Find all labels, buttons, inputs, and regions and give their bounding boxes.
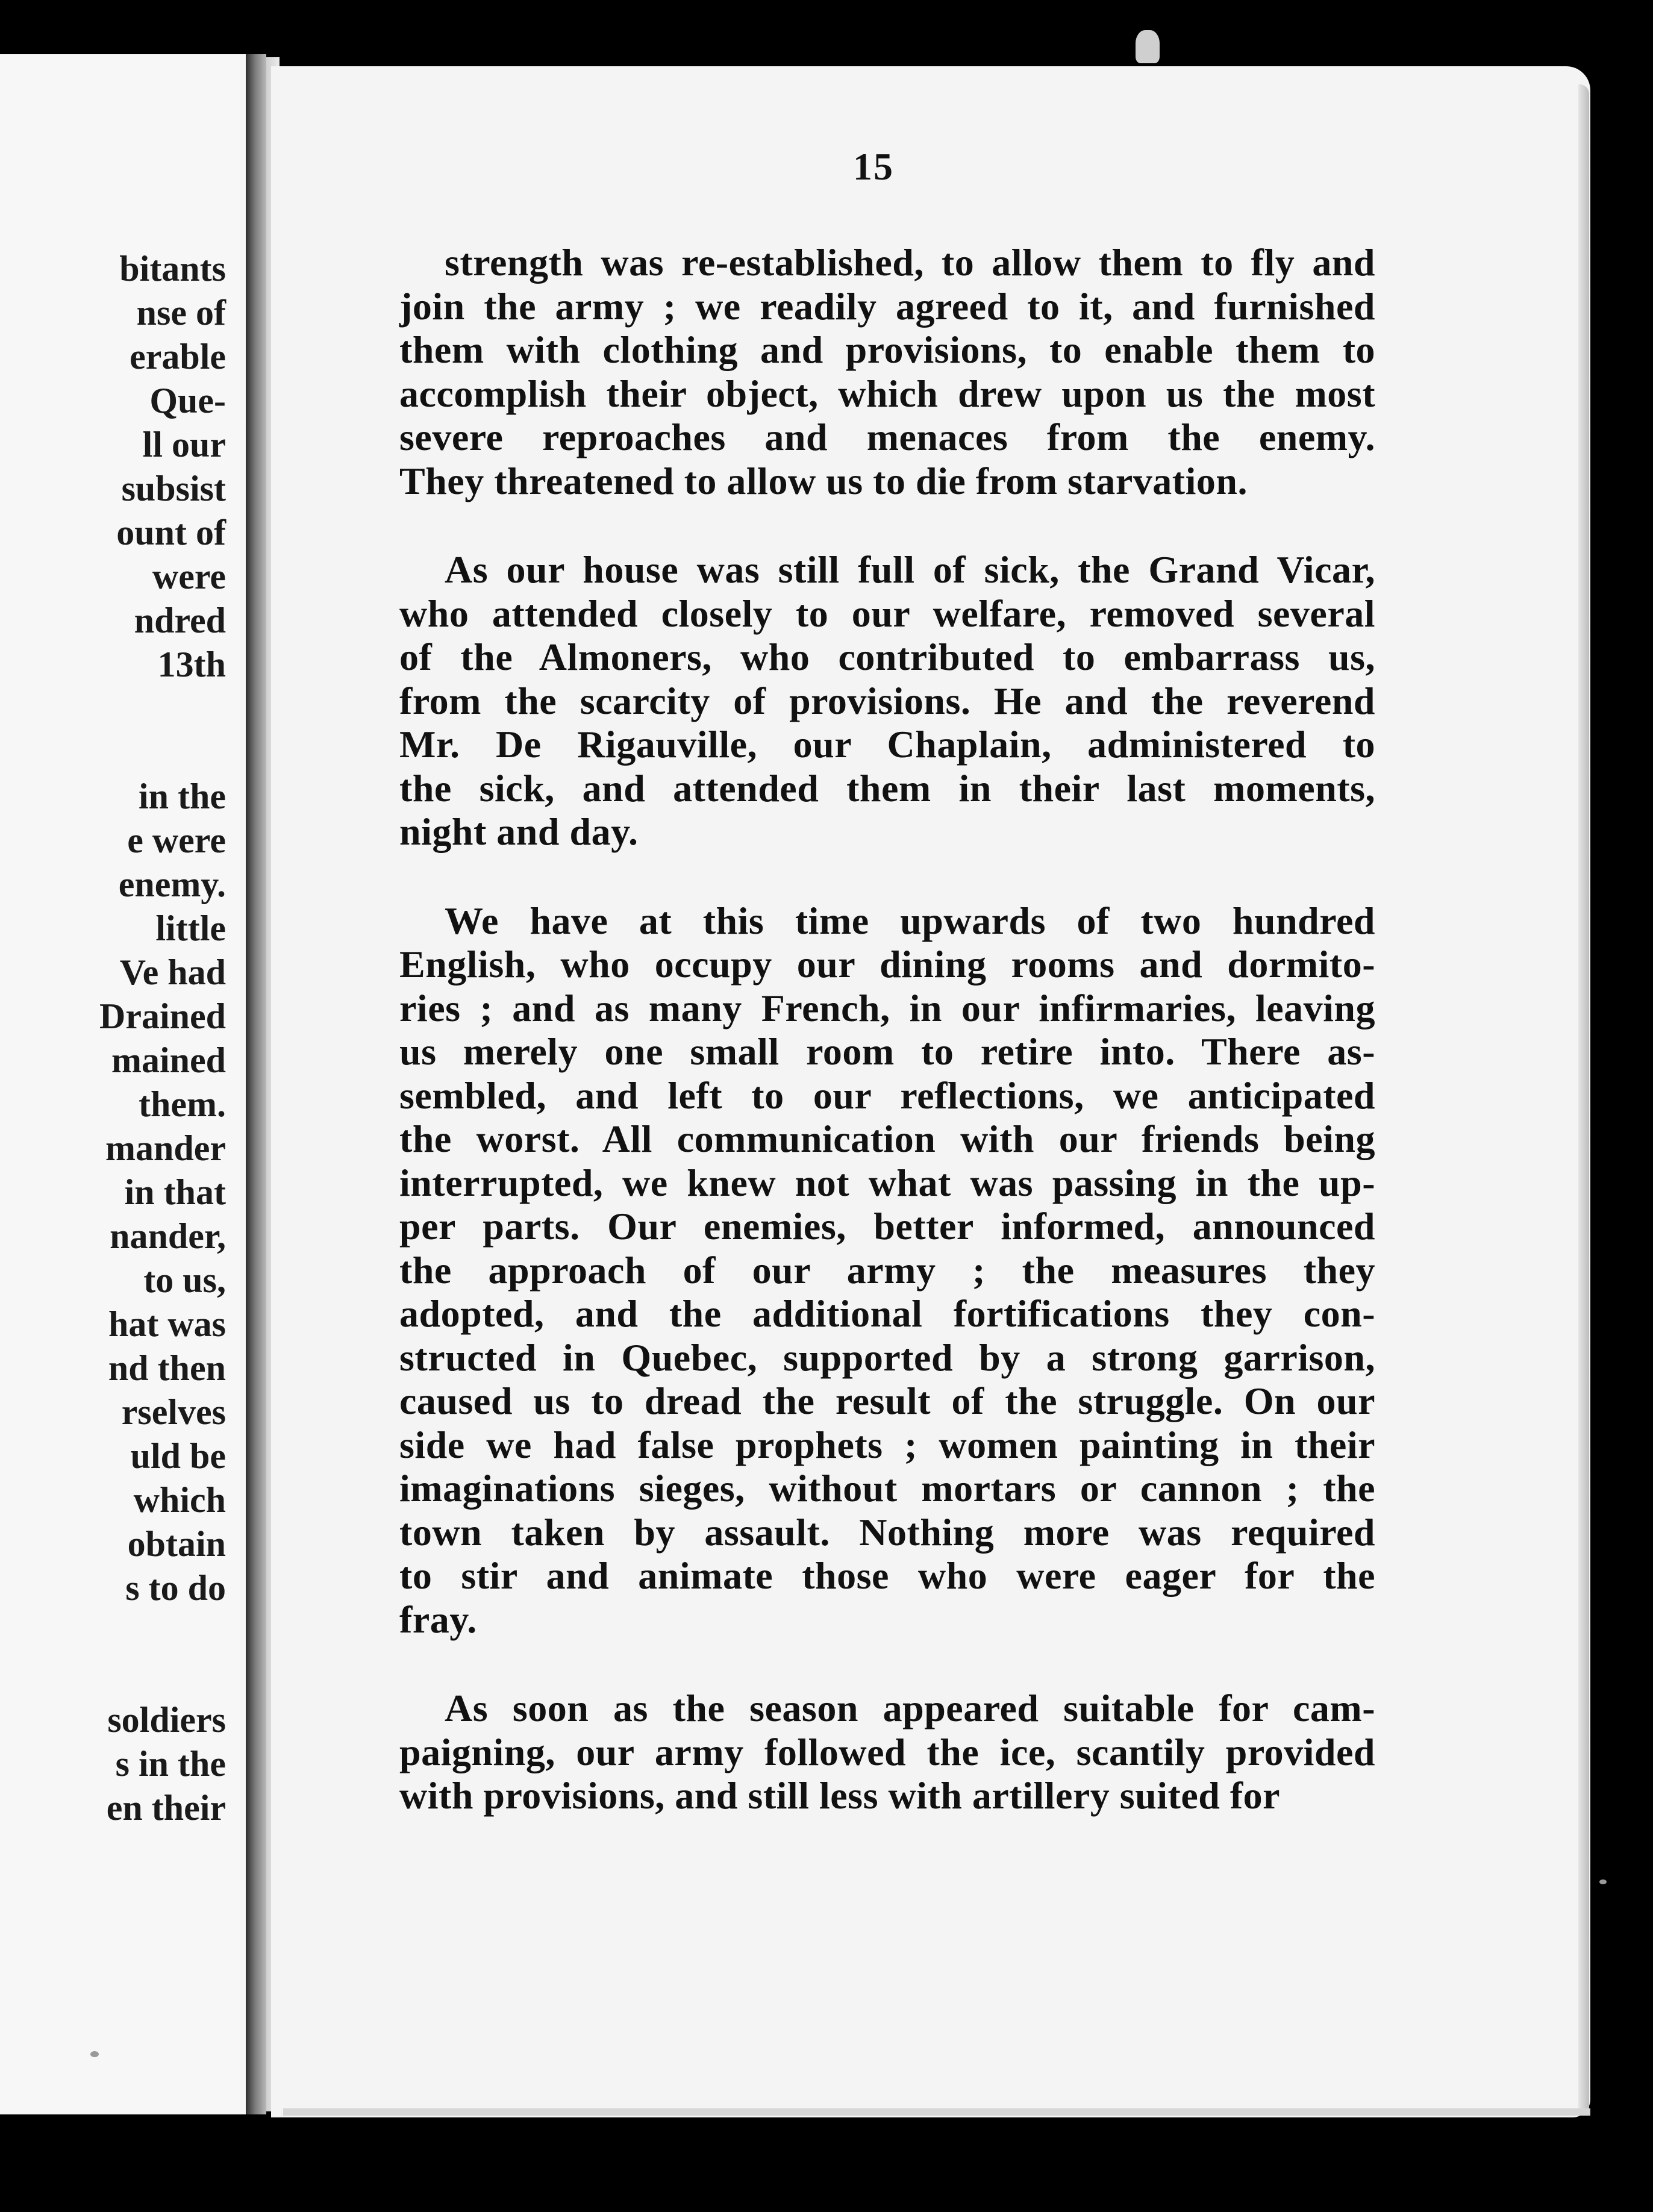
left-fragment-line: nd then [108,1348,226,1388]
text-line: the approach of our army ; the measures they [399,1248,1375,1292]
left-fragment-line: in the [138,776,226,816]
text-line: We have at this time upwards of two hundred [445,899,1375,942]
left-fragment-line [99,687,226,731]
left-fragment-line: soldiers [107,1700,226,1740]
text-line: who attended closely to our welfare, removed several [399,592,1375,635]
left-fragment-line: erable [130,337,226,376]
left-page-text-fragments [99,247,226,1830]
text-line: the worst. All communication with our friends being [399,1117,1375,1160]
left-fragment-line: mander [105,1128,226,1168]
left-fragment-line: to us, [143,1260,226,1300]
text-line: They threatened to allow us to die from starvation. [399,459,1248,502]
text-line: us merely one small room to retire into. There as- [399,1030,1375,1073]
left-fragment-line: bitants [119,249,226,289]
text-line: severe reproaches and menaces from the enemy. [399,416,1375,458]
left-fragment-line: en their [106,1788,226,1828]
text-line: side we had false prophets ; women painting in their [399,1423,1375,1466]
text-line: from the scarcity of provisions. He and the reverend [399,679,1375,722]
paper-speck [1599,1879,1607,1884]
left-fragment-line: little [155,908,226,948]
left-fragment-line: enemy. [118,864,226,904]
left-fragment-line: ll our [142,425,226,464]
text-line: As our house was still full of sick, the Grand Vicar, [445,548,1375,591]
text-line: Mr. De Rigauville, our Chaplain, administered to [399,723,1375,766]
text-line: adopted, and the additional fortifications they con- [399,1292,1375,1335]
text-line: interrupted, we knew not what was passing in the up- [399,1161,1375,1204]
left-fragment-line: ount of [116,513,226,552]
text-line: structed in Quebec, supported by a strong garrison, [399,1336,1375,1379]
left-fragment-line: s in the [115,1744,226,1784]
left-fragment-line: ndred [134,601,226,640]
left-fragment-line: mained [111,1040,226,1080]
left-fragment-line: obtain [127,1524,226,1564]
left-facing-page [0,54,253,2114]
paragraph [399,241,1375,503]
left-fragment-line: uld be [130,1436,226,1476]
text-line: the sick, and attended them in their last moments, [399,766,1375,810]
left-fragment-line: nse of [136,293,226,333]
page-edge-bottom [283,2108,1590,2116]
left-fragment-line: hat was [108,1304,226,1344]
left-fragment-line: Drained [99,996,226,1036]
left-fragment-line: 13th [157,645,226,684]
left-fragment-line: Ve had [119,952,226,992]
paragraph [399,548,1375,854]
left-fragment-line: were [152,557,226,596]
text-line: of the Almoners, who contributed to embarrass us, [399,636,1375,678]
text-line: paigning, our army followed the ice, scantily provided [399,1730,1375,1773]
left-fragment-line [99,1610,226,1654]
left-fragment-line: s to do [125,1568,226,1608]
text-line: fray. [399,1598,477,1641]
text-line: strength was re-established, to allow them to fly and [445,241,1375,284]
paragraph [399,899,1375,1642]
book-gutter [246,54,266,2114]
left-fragment-line: them. [139,1084,226,1124]
left-fragment-line: e were [127,820,226,860]
text-line: join the army ; we readily agreed to it, and furnished [399,284,1375,328]
text-line: town taken by assault. Nothing more was required [399,1510,1375,1554]
page-number: 15 [853,145,894,188]
text-line: English, who occupy our dining rooms and dormito- [399,943,1375,986]
text-line: caused us to dread the result of the struggle. On our [399,1379,1375,1422]
left-fragment-line [99,1654,226,1698]
left-fragment-line: nander, [110,1216,226,1256]
text-line: ries ; and as many French, in our infirmaries, leaving [399,986,1375,1029]
page-edge-right [1578,84,1589,2108]
left-fragment-line: rselves [121,1392,226,1432]
text-line: to stir and animate those who were eager for the [399,1554,1375,1597]
text-line: accomplish their object, which drew upon us the most [399,372,1375,415]
text-line: imaginations sieges, without mortars or cannon ; the [399,1467,1375,1510]
left-fragment-line: which [133,1480,226,1520]
text-line: per parts. Our enemies, better informed, announced [399,1205,1375,1248]
left-fragment-line [99,731,226,775]
text-line: with provisions, and still less with artillery suited for [399,1774,1281,1817]
paper-speck [90,2051,99,2057]
left-fragment-line: Que- [149,381,226,420]
left-fragment-line: subsist [121,469,226,508]
paper-speck [1136,30,1160,63]
left-fragment-line: in that [124,1172,226,1212]
paragraph [399,1687,1375,1818]
text-line: As soon as the season appeared suitable for cam- [445,1687,1375,1729]
text-line: sembled, and left to our reflections, we anticipated [399,1073,1375,1117]
text-line: night and day. [399,810,639,853]
text-line: them with clothing and provisions, to enable them to [399,328,1375,371]
page-body-text [399,241,1375,1863]
